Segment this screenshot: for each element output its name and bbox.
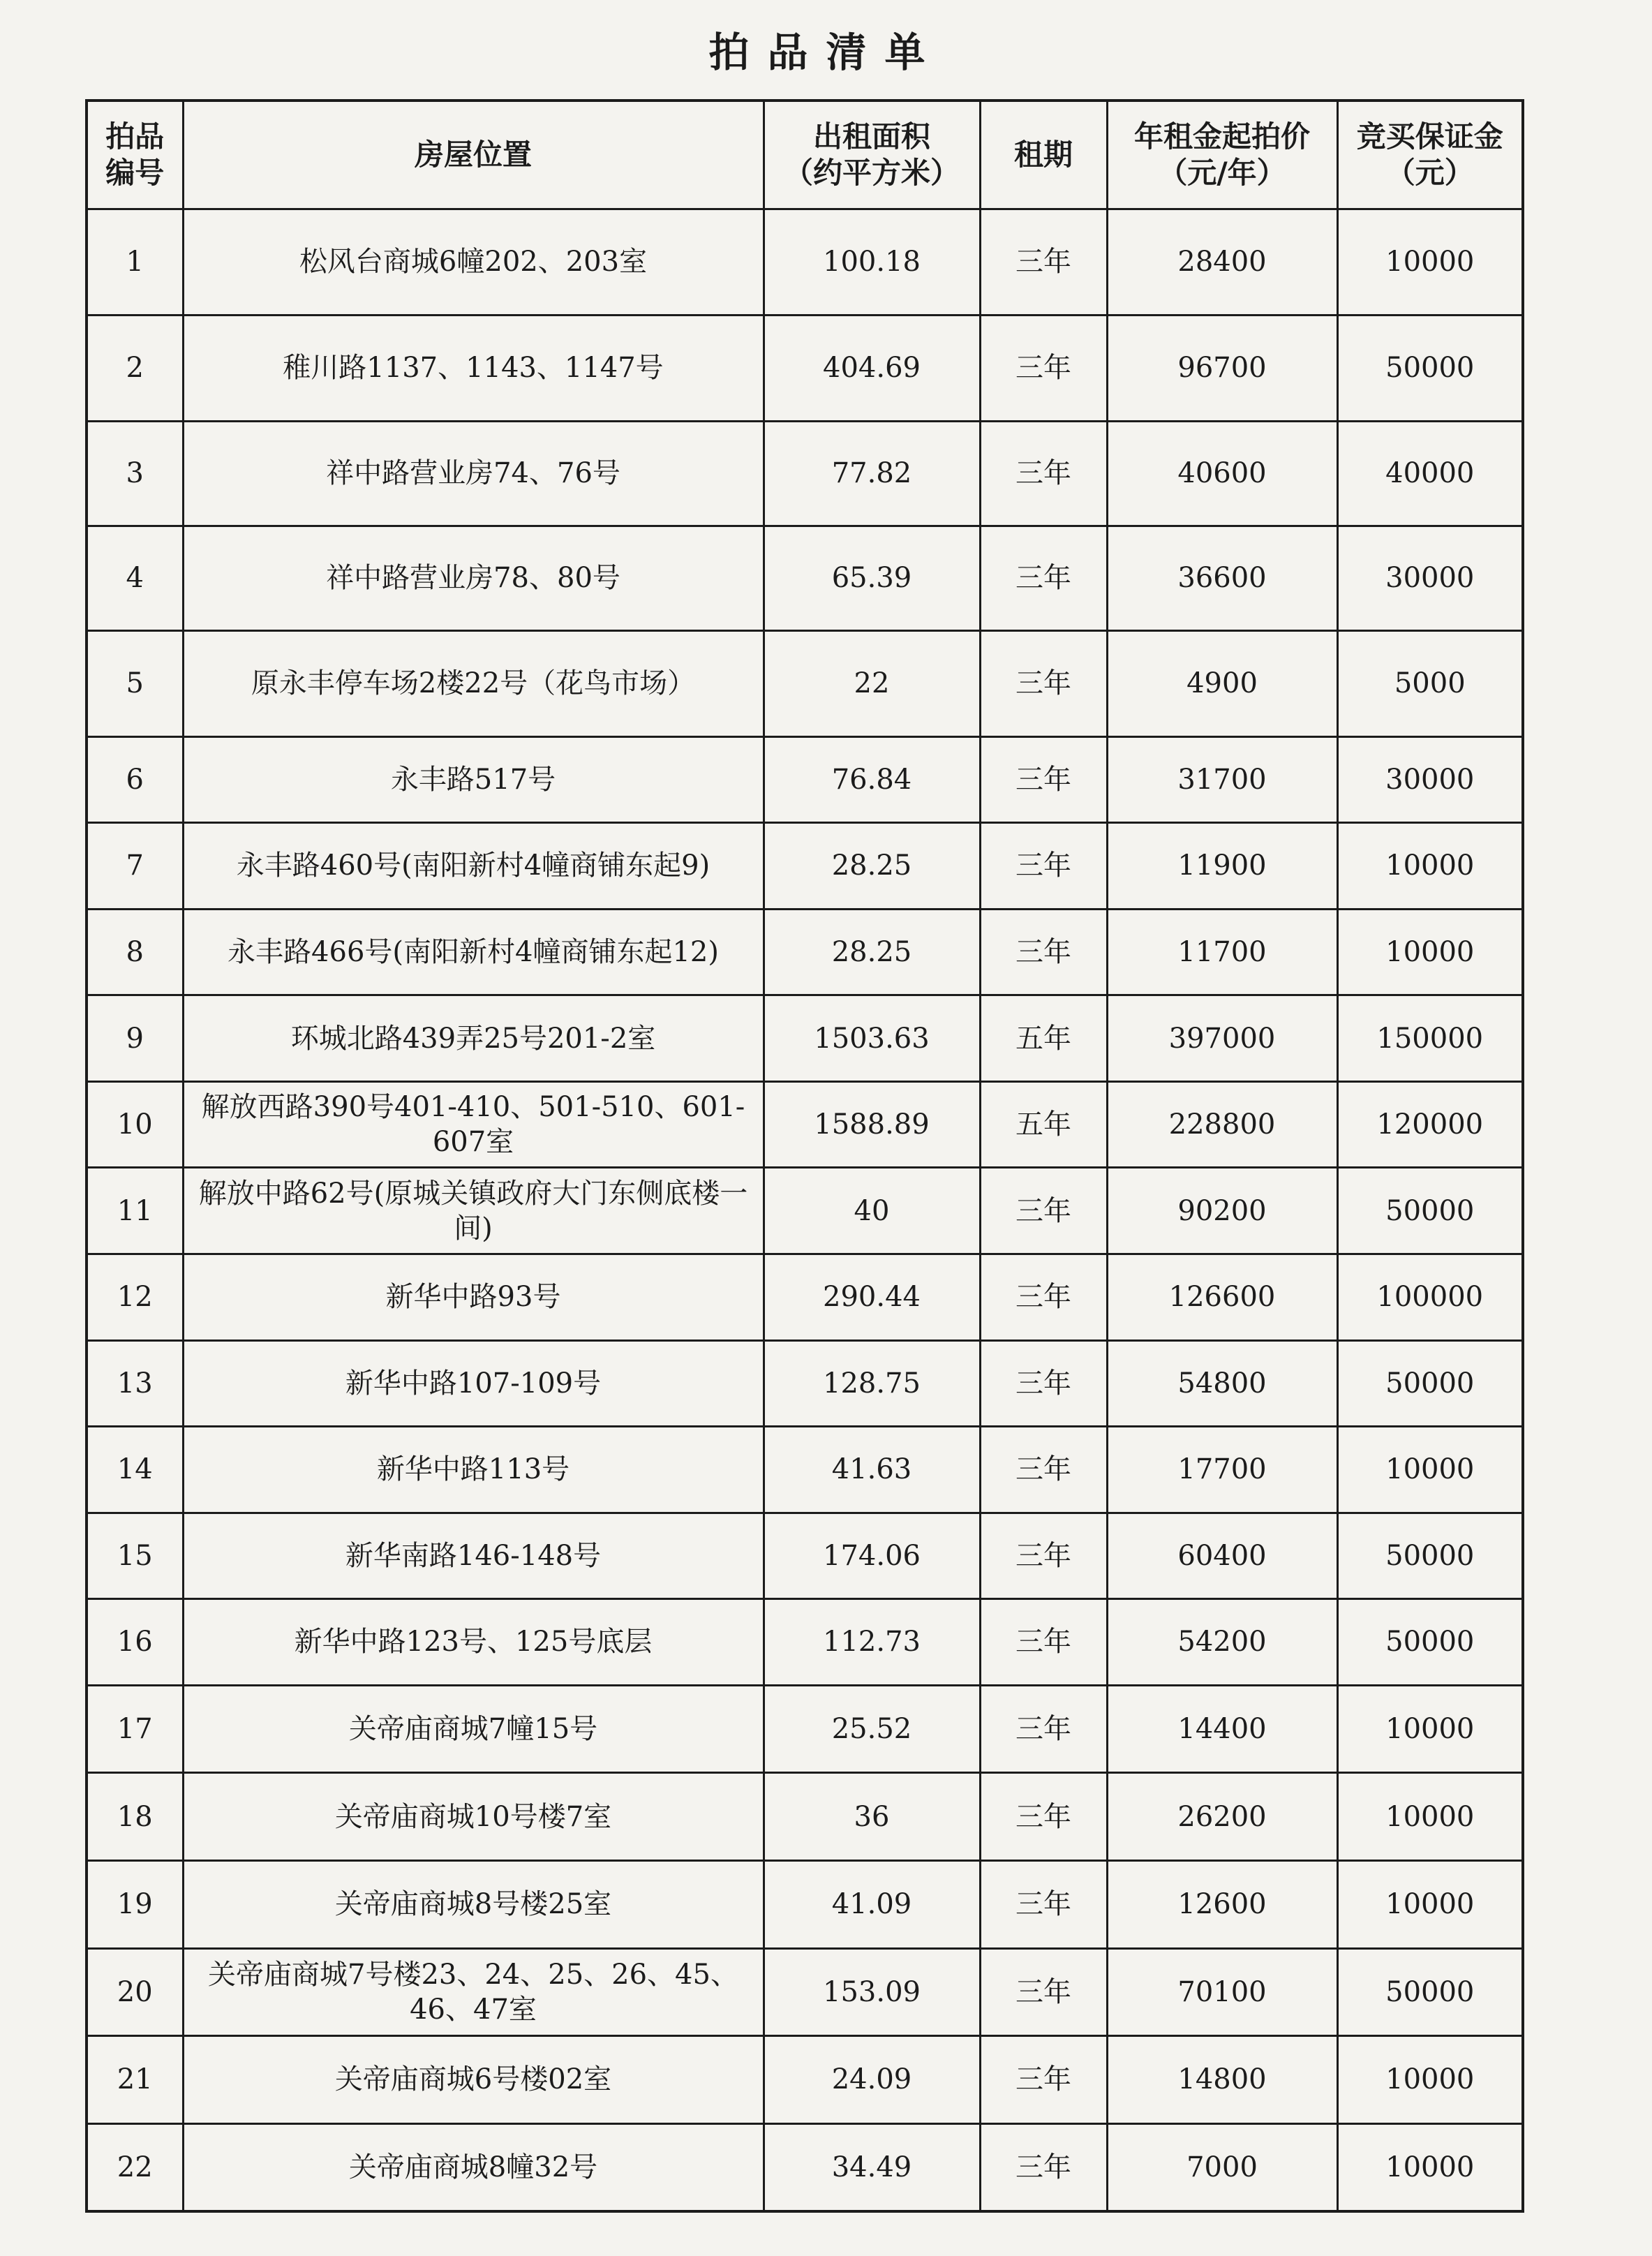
- table-row: [87, 421, 1523, 526]
- cell-term: 三年: [980, 1340, 1107, 1427]
- cell-deposit: 5000: [1337, 630, 1523, 736]
- cell-term: 三年: [980, 209, 1107, 316]
- table-row: [87, 909, 1523, 995]
- header-area-line1: 出租面积: [812, 119, 930, 154]
- cell-rent: 14400: [1107, 1685, 1337, 1773]
- cell-deposit: 50000: [1337, 1948, 1523, 2036]
- cell-area: 28.25: [764, 823, 980, 910]
- cell-item-no: 19: [87, 1860, 183, 1948]
- cell-term: 三年: [980, 1948, 1107, 2036]
- cell-location: 关帝庙商城7号楼23、24、25、26、45、46、47室: [183, 1948, 764, 2036]
- cell-term: 三年: [980, 1254, 1107, 1340]
- cell-rent: 397000: [1107, 995, 1337, 1082]
- cell-deposit: 10000: [1337, 1773, 1523, 1861]
- cell-term: 三年: [980, 630, 1107, 736]
- table-row: [87, 1513, 1523, 1599]
- cell-area: 77.82: [764, 421, 980, 526]
- cell-location: 关帝庙商城10号楼7室: [183, 1773, 764, 1861]
- cell-rent: 4900: [1107, 630, 1337, 736]
- cell-item-no: 3: [87, 421, 183, 526]
- cell-area: 153.09: [764, 1948, 980, 2036]
- cell-location: 新华中路123号、125号底层: [183, 1599, 764, 1686]
- cell-rent: 54200: [1107, 1599, 1337, 1686]
- cell-deposit: 50000: [1337, 315, 1523, 421]
- header-area-line2: （约平方米）: [783, 156, 960, 190]
- cell-area: 41.09: [764, 1860, 980, 1948]
- table-row: [87, 1685, 1523, 1773]
- cell-item-no: 4: [87, 526, 183, 630]
- cell-item-no: 12: [87, 1254, 183, 1340]
- cell-term: 三年: [980, 823, 1107, 910]
- cell-rent: 31700: [1107, 736, 1337, 823]
- cell-deposit: 10000: [1337, 209, 1523, 316]
- cell-item-no: 11: [87, 1168, 183, 1254]
- cell-deposit: 10000: [1337, 1685, 1523, 1773]
- table-row: [87, 823, 1523, 910]
- table-row: [87, 1599, 1523, 1686]
- cell-location: 关帝庙商城8号楼25室: [183, 1860, 764, 1948]
- cell-rent: 40600: [1107, 421, 1337, 526]
- cell-rent: 126600: [1107, 1254, 1337, 1340]
- cell-area: 128.75: [764, 1340, 980, 1427]
- cell-term: 三年: [980, 909, 1107, 995]
- cell-term: 三年: [980, 736, 1107, 823]
- cell-item-no: 5: [87, 630, 183, 736]
- cell-location: 关帝庙商城6号楼02室: [183, 2036, 764, 2124]
- cell-item-no: 1: [87, 209, 183, 316]
- table-row: [87, 2123, 1523, 2211]
- cell-item-no: 7: [87, 823, 183, 910]
- cell-item-no: 16: [87, 1599, 183, 1686]
- cell-area: 65.39: [764, 526, 980, 630]
- cell-term: 三年: [980, 315, 1107, 421]
- table-row: [87, 1427, 1523, 1513]
- cell-item-no: 6: [87, 736, 183, 823]
- table-row: [87, 315, 1523, 421]
- header-deposit-line1: 竞买保证金: [1356, 119, 1503, 154]
- cell-area: 100.18: [764, 209, 980, 316]
- header-item-no-line2: 编号: [105, 156, 165, 190]
- table-row: [87, 736, 1523, 823]
- cell-location: 永丰路460号(南阳新村4幢商铺东起9): [183, 823, 764, 910]
- cell-rent: 17700: [1107, 1427, 1337, 1513]
- cell-rent: 96700: [1107, 315, 1337, 421]
- cell-area: 24.09: [764, 2036, 980, 2124]
- header-item-no-line1: 拍品: [105, 119, 165, 154]
- table-row: [87, 1081, 1523, 1168]
- header-area: [764, 101, 980, 209]
- cell-item-no: 10: [87, 1081, 183, 1168]
- cell-location: 新华南路146-148号: [183, 1513, 764, 1599]
- cell-term: 三年: [980, 1860, 1107, 1948]
- cell-area: 404.69: [764, 315, 980, 421]
- cell-rent: 11700: [1107, 909, 1337, 995]
- cell-location: 新华中路113号: [183, 1427, 764, 1513]
- cell-item-no: 8: [87, 909, 183, 995]
- cell-deposit: 30000: [1337, 736, 1523, 823]
- cell-rent: 70100: [1107, 1948, 1337, 2036]
- cell-location: 新华中路93号: [183, 1254, 764, 1340]
- cell-term: 三年: [980, 1513, 1107, 1599]
- cell-location: 永丰路517号: [183, 736, 764, 823]
- cell-item-no: 22: [87, 2123, 183, 2211]
- header-rent-line1: 年租金起拍价: [1133, 119, 1310, 154]
- cell-area: 40: [764, 1168, 980, 1254]
- cell-rent: 36600: [1107, 526, 1337, 630]
- cell-rent: 90200: [1107, 1168, 1337, 1254]
- cell-location: 新华中路107-109号: [183, 1340, 764, 1427]
- cell-rent: 26200: [1107, 1773, 1337, 1861]
- cell-item-no: 15: [87, 1513, 183, 1599]
- cell-term: 三年: [980, 1427, 1107, 1513]
- cell-deposit: 100000: [1337, 1254, 1523, 1340]
- table-row: [87, 630, 1523, 736]
- header-location: [183, 101, 764, 209]
- cell-deposit: 10000: [1337, 2123, 1523, 2211]
- cell-area: 36: [764, 1773, 980, 1861]
- header-deposit-line2: （元）: [1385, 156, 1474, 190]
- cell-location: 祥中路营业房78、80号: [183, 526, 764, 630]
- cell-item-no: 14: [87, 1427, 183, 1513]
- cell-area: 112.73: [764, 1599, 980, 1686]
- auction-items-table: [85, 99, 1524, 2213]
- cell-area: 22: [764, 630, 980, 736]
- cell-term: 三年: [980, 1773, 1107, 1861]
- table-row: [87, 1254, 1523, 1340]
- cell-area: 1588.89: [764, 1081, 980, 1168]
- table-row: [87, 1948, 1523, 2036]
- cell-item-no: 20: [87, 1948, 183, 2036]
- cell-deposit: 10000: [1337, 1860, 1523, 1948]
- header-term-label: 租期: [1013, 137, 1073, 172]
- cell-term: 三年: [980, 1685, 1107, 1773]
- header-location-label: 房屋位置: [414, 137, 532, 172]
- cell-deposit: 10000: [1337, 909, 1523, 995]
- cell-deposit: 50000: [1337, 1599, 1523, 1686]
- cell-area: 1503.63: [764, 995, 980, 1082]
- cell-rent: 14800: [1107, 2036, 1337, 2124]
- cell-area: 25.52: [764, 1685, 980, 1773]
- page-title: 拍品清单: [708, 29, 944, 76]
- header-deposit: [1337, 101, 1523, 209]
- table-header-row: [87, 101, 1523, 209]
- cell-term: 三年: [980, 2036, 1107, 2124]
- cell-deposit: 120000: [1337, 1081, 1523, 1168]
- header-rent: [1107, 101, 1337, 209]
- cell-item-no: 13: [87, 1340, 183, 1427]
- cell-area: 76.84: [764, 736, 980, 823]
- cell-term: 三年: [980, 1599, 1107, 1686]
- cell-location: 祥中路营业房74、76号: [183, 421, 764, 526]
- cell-area: 28.25: [764, 909, 980, 995]
- table-row: [87, 526, 1523, 630]
- header-term: [980, 101, 1107, 209]
- cell-location: 关帝庙商城7幢15号: [183, 1685, 764, 1773]
- cell-deposit: 30000: [1337, 526, 1523, 630]
- cell-term: 三年: [980, 526, 1107, 630]
- header-rent-line2: （元/年）: [1158, 156, 1286, 190]
- cell-term: 三年: [980, 1168, 1107, 1254]
- cell-rent: 11900: [1107, 823, 1337, 910]
- cell-item-no: 18: [87, 1773, 183, 1861]
- cell-rent: 12600: [1107, 1860, 1337, 1948]
- table-row: [87, 1860, 1523, 1948]
- cell-location: 永丰路466号(南阳新村4幢商铺东起12): [183, 909, 764, 995]
- cell-rent: 7000: [1107, 2123, 1337, 2211]
- table-row: [87, 2036, 1523, 2124]
- table-row: [87, 995, 1523, 1082]
- cell-area: 34.49: [764, 2123, 980, 2211]
- cell-location: 环城北路439弄25号201-2室: [183, 995, 764, 1082]
- cell-term: 三年: [980, 2123, 1107, 2211]
- cell-deposit: 50000: [1337, 1168, 1523, 1254]
- cell-deposit: 10000: [1337, 1427, 1523, 1513]
- cell-area: 174.06: [764, 1513, 980, 1599]
- table-row: [87, 1168, 1523, 1254]
- cell-item-no: 2: [87, 315, 183, 421]
- table-row: [87, 1773, 1523, 1861]
- cell-item-no: 17: [87, 1685, 183, 1773]
- cell-term: 五年: [980, 995, 1107, 1082]
- cell-deposit: 10000: [1337, 823, 1523, 910]
- cell-location: 解放西路390号401-410、501-510、601-607室: [183, 1081, 764, 1168]
- header-item-no: [87, 101, 183, 209]
- table-row: [87, 209, 1523, 316]
- cell-deposit: 50000: [1337, 1513, 1523, 1599]
- cell-location: 松风台商城6幢202、203室: [183, 209, 764, 316]
- cell-rent: 228800: [1107, 1081, 1337, 1168]
- cell-area: 290.44: [764, 1254, 980, 1340]
- cell-rent: 60400: [1107, 1513, 1337, 1599]
- cell-area: 41.63: [764, 1427, 980, 1513]
- cell-item-no: 21: [87, 2036, 183, 2124]
- cell-deposit: 40000: [1337, 421, 1523, 526]
- cell-item-no: 9: [87, 995, 183, 1082]
- cell-rent: 54800: [1107, 1340, 1337, 1427]
- cell-deposit: 10000: [1337, 2036, 1523, 2124]
- cell-term: 五年: [980, 1081, 1107, 1168]
- cell-location: 稚川路1137、1143、1147号: [183, 315, 764, 421]
- cell-location: 关帝庙商城8幢32号: [183, 2123, 764, 2211]
- cell-deposit: 50000: [1337, 1340, 1523, 1427]
- cell-deposit: 150000: [1337, 995, 1523, 1082]
- cell-location: 解放中路62号(原城关镇政府大门东侧底楼一间): [183, 1168, 764, 1254]
- cell-location: 原永丰停车场2楼22号（花鸟市场）: [183, 630, 764, 736]
- cell-term: 三年: [980, 421, 1107, 526]
- cell-rent: 28400: [1107, 209, 1337, 316]
- table-row: [87, 1340, 1523, 1427]
